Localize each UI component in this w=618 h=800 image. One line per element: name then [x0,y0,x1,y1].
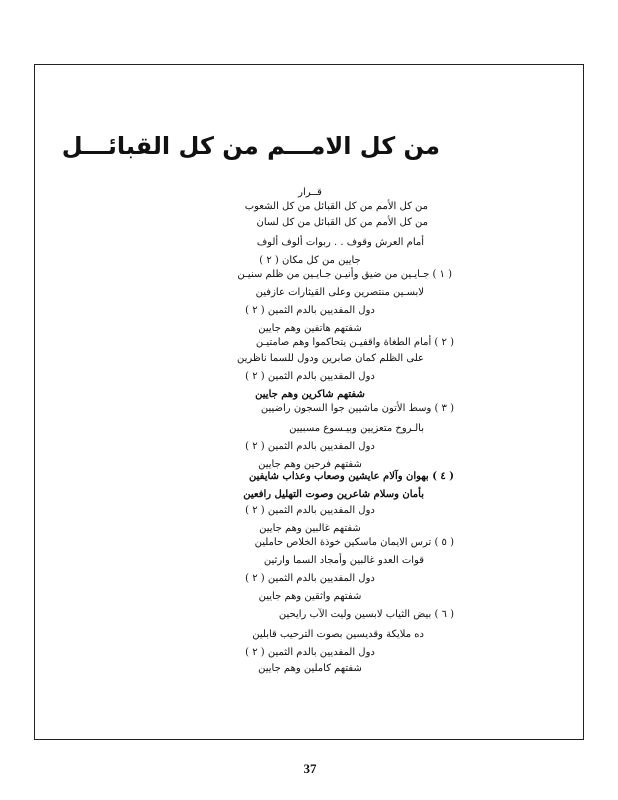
lyric-line: بالـروح متعزيين وبيـسوع مسبيين [289,423,424,434]
lyric-line: ( ٢ ) أمام الطغاة واقفيـن يتحاكموا وهم صامتيـن [255,337,454,348]
lyric-line: دول المفديين بالدم الثمين ( ٢ ) [245,305,375,316]
lyric-line: ( ٣ ) وسط الأتون ماشيين جوا السجون راضيين [260,403,454,414]
lyric-line: شفتهم شاكرين وهم جايين [255,389,365,400]
lyric-line: لابسـين منتصرين وعلى القيثارات عازفين [255,287,424,298]
lyric-line: دول المفديين بالدم الثمين ( ٢ ) [245,647,375,658]
lyric-line: شفتهم كاملين وهم جايين [258,663,362,674]
lyric-line: دول المفديين بالدم الثمين ( ٢ ) [245,371,375,382]
lyric-line: شفتهم غالبين وهم جايين [259,523,361,534]
lyric-line: دول المفديين بالدم الثمين ( ٢ ) [245,441,375,452]
lyric-line: ( ١ ) جـايـين من ضيق وأنيـن جـايـين من ظلم سنيـن [237,269,452,280]
lyric-line: من كل الأمم من كل القبائل من كل لسان [256,217,428,228]
lyric-line: شفتهم فرحين وهم جايين [258,459,362,470]
lyric-line: ( ٤ ) بهوان وآلام عايشين وصعاب وعذاب شايفين [249,471,454,482]
lyric-line: شفتهم هاتفين وهم جايين [258,323,362,334]
lyric-line: دول المفديين بالدم الثمين ( ٢ ) [245,505,375,516]
lyric-line: شفتهم واثقين وهم جايين [258,591,362,602]
lyric-line: بأمان وسلام شاعرين وصوت التهليل رافعين [243,489,424,500]
lyric-line: ده ملايكة وقديسين بصوت الترحيب قابلين [252,629,424,640]
lyric-line: على الظلم كمان صابرين ودول للسما ناظرين [236,353,424,364]
lyric-line: ( ٥ ) ترس الايمان ماسكين خوذة الخلاص حاملين [254,537,454,548]
song-title: من كل الامـــم من كل القبائـــل [61,132,440,160]
lyric-line: من كل الأمم من كل القبائل من كل الشعوب [244,201,428,212]
lyric-line: ( ٦ ) بيض الثياب لابسين وليت الآب رايحين [278,609,454,620]
lyric-line: قوات العدو غالبين وأمجاد السما وارثين [263,555,424,566]
lyric-line: دول المفديين بالدم الثمين ( ٢ ) [245,573,375,584]
lyric-line: أمام العرش وقوف . . ربوات ألوف ألوف [256,237,424,248]
page-number: 37 [303,761,317,776]
chorus-heading: قــرار [298,187,322,198]
lyric-line: جايين من كل مكان ( ٢ ) [259,255,361,266]
